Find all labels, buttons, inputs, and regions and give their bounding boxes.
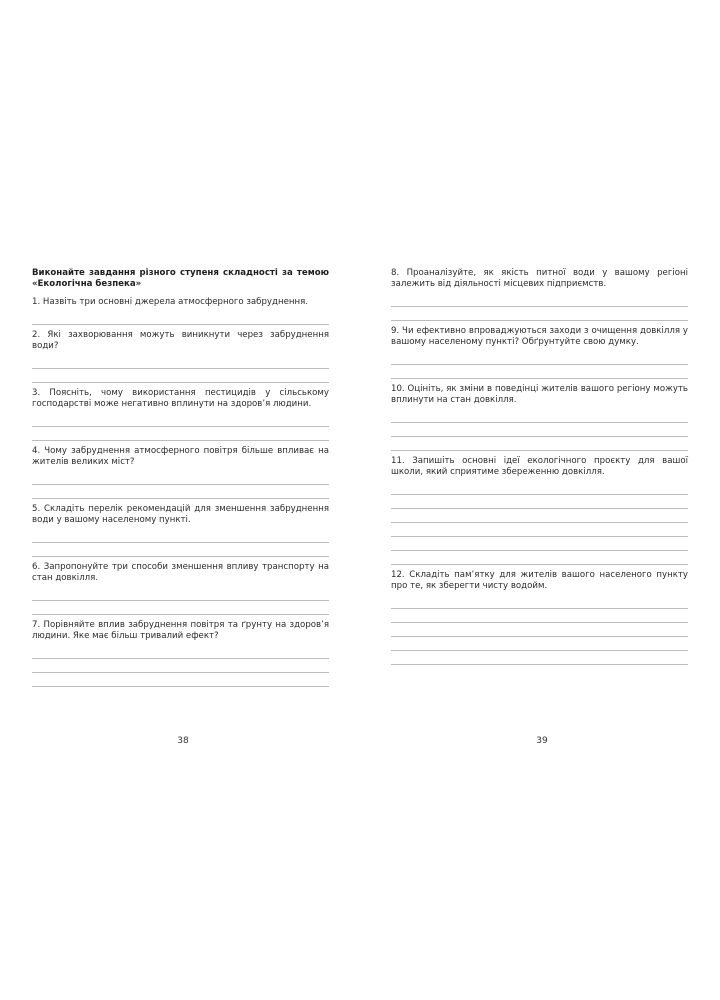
- question-text: 9. Чи ефективно впроваджуються заходи з очищення довкілля у вашому населеному пункті? Обґрунтуйте свою думку.: [391, 326, 688, 347]
- answer-line[interactable]: [391, 551, 688, 565]
- answer-line[interactable]: [32, 413, 329, 427]
- answer-line[interactable]: [32, 529, 329, 543]
- question-block: [391, 570, 688, 665]
- answer-line[interactable]: [391, 365, 688, 379]
- question-text: 12. Складіть пам’ятку для жителів вашого населеного пункту про те, як зберегти чисту водойм.: [391, 570, 688, 591]
- answer-line[interactable]: [391, 307, 688, 321]
- question-text: 11. Запишіть основні ідеї екологічного проєкту для вашої школи, який сприятиме збереженню довкілля.: [391, 456, 688, 477]
- answer-line[interactable]: [391, 523, 688, 537]
- answer-line[interactable]: [32, 471, 329, 485]
- question-text: 5. Складіть перелік рекомендацій для зменшення забруднення води у вашому населеному пункті.: [32, 504, 329, 525]
- question-text: 10. Оцініть, як зміни в поведінці жителів вашого регіону можуть вплинути на стан довкілля.: [391, 384, 688, 405]
- question-block: [32, 562, 329, 615]
- question-block: [32, 330, 329, 383]
- answer-line[interactable]: [391, 537, 688, 551]
- question-block: [32, 446, 329, 499]
- left-page: [32, 268, 329, 692]
- right-questions-list: [391, 268, 688, 665]
- question-text: 8. Проаналізуйте, як якість питної води у вашому регіоні залежить від діяльності місцевих підприємств.: [391, 268, 688, 289]
- answer-line[interactable]: [32, 485, 329, 499]
- page-number-left: 38: [177, 736, 189, 746]
- worksheet-heading: Виконайте завдання різного ступеня складності за темою «Екологічна безпека»: [32, 268, 329, 289]
- answer-line[interactable]: [32, 369, 329, 383]
- question-block: [32, 388, 329, 441]
- answer-line[interactable]: [32, 427, 329, 441]
- answer-line[interactable]: [32, 601, 329, 615]
- page-number-right: 39: [536, 736, 548, 746]
- answer-line[interactable]: [32, 659, 329, 673]
- answer-line[interactable]: [32, 645, 329, 659]
- question-block: [32, 297, 329, 325]
- question-text: 2. Які захворювання можуть виникнути через забруднення води?: [32, 330, 329, 351]
- answer-line[interactable]: [391, 409, 688, 423]
- answer-line[interactable]: [391, 423, 688, 437]
- question-block: [32, 504, 329, 557]
- question-text: 6. Запропонуйте три способи зменшення впливу транспорту на стан довкілля.: [32, 562, 329, 583]
- left-questions-list: [32, 297, 329, 687]
- question-text: 4. Чому забруднення атмосферного повітря більше впливає на жителів великих міст?: [32, 446, 329, 467]
- question-block: [391, 268, 688, 321]
- answer-line[interactable]: [32, 543, 329, 557]
- answer-line[interactable]: [391, 609, 688, 623]
- answer-line[interactable]: [391, 293, 688, 307]
- question-block: [391, 456, 688, 565]
- right-page: [391, 268, 688, 670]
- answer-line[interactable]: [32, 355, 329, 369]
- answer-line[interactable]: [391, 509, 688, 523]
- question-block: [32, 620, 329, 687]
- answer-line[interactable]: [32, 311, 329, 325]
- answer-line[interactable]: [391, 651, 688, 665]
- answer-line[interactable]: [391, 495, 688, 509]
- question-text: 1. Назвіть три основні джерела атмосферного забруднення.: [32, 297, 308, 307]
- answer-line[interactable]: [391, 437, 688, 451]
- question-text: 3. Поясніть, чому використання пестицидів у сільському господарстві може негативно вплинути на здоров’я людини.: [32, 388, 329, 409]
- answer-line[interactable]: [32, 673, 329, 687]
- question-block: [391, 326, 688, 379]
- answer-line[interactable]: [391, 351, 688, 365]
- answer-line[interactable]: [32, 587, 329, 601]
- question-block: [391, 384, 688, 451]
- answer-line[interactable]: [391, 481, 688, 495]
- answer-line[interactable]: [391, 623, 688, 637]
- question-text: 7. Порівняйте вплив забруднення повітря та ґрунту на здоров’я людини. Яке має більш тривалий ефект?: [32, 620, 329, 641]
- answer-line[interactable]: [391, 637, 688, 651]
- answer-line[interactable]: [391, 595, 688, 609]
